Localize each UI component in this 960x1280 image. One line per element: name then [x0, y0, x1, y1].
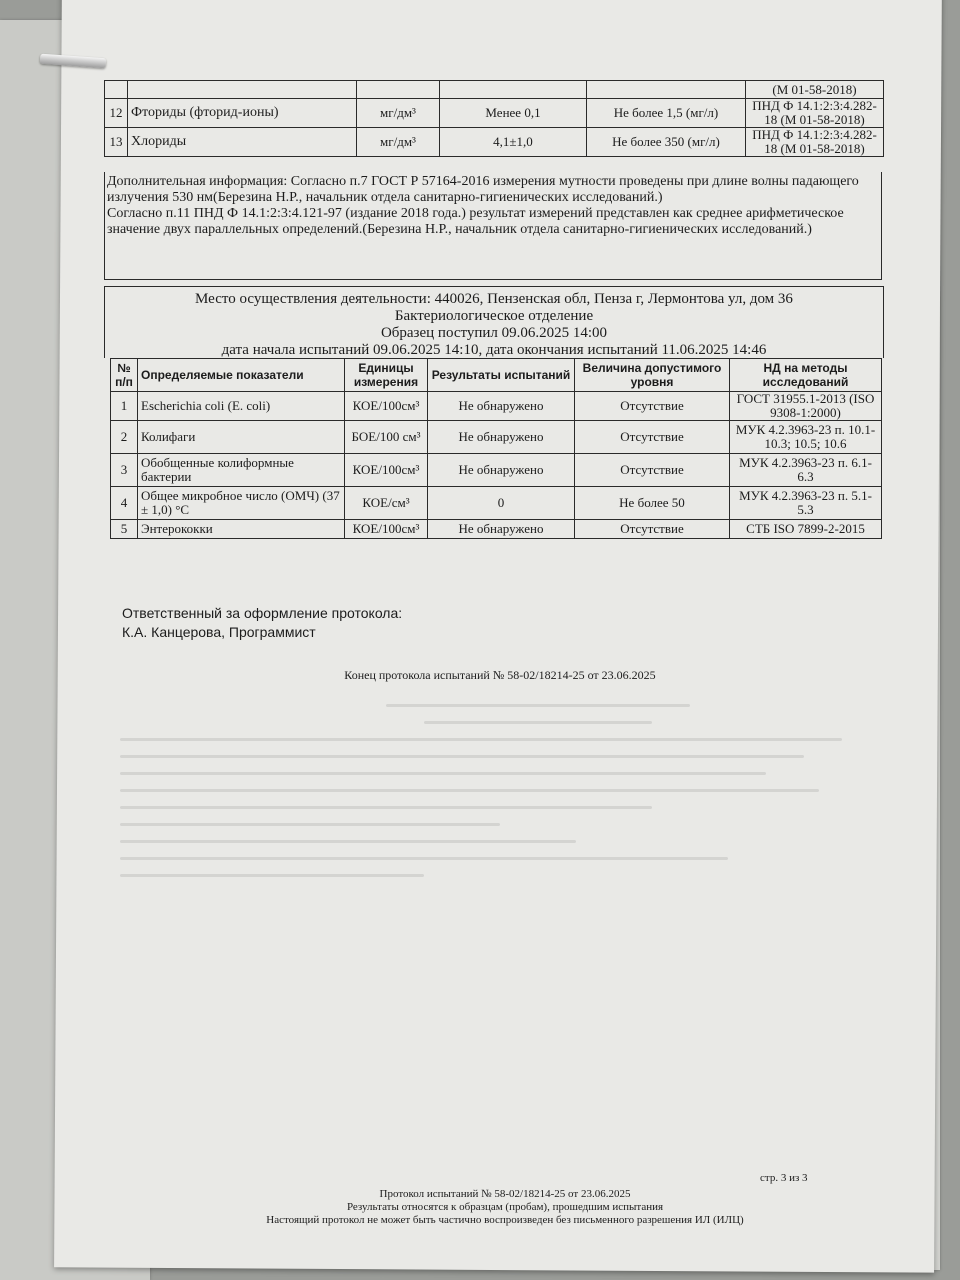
row-method: ПНД Ф 14.1:2:3:4.282-18 (М 01-58-2018)	[746, 99, 884, 128]
table-row	[105, 128, 884, 157]
row-unit: КОЕ/100см³	[345, 392, 428, 421]
row-number: 3	[111, 454, 138, 487]
footer-protocol: Протокол испытаний № 58-02/18214-25 от 23.06.2025	[379, 1188, 631, 1200]
row-number	[105, 81, 128, 99]
row-method: МУК 4.2.3963-23 п. 5.1-5.3	[730, 487, 882, 520]
row-unit: мг/дм³	[357, 128, 440, 157]
sample-received: Образец поступил 09.06.2025 14:00	[380, 325, 608, 341]
row-limit: Не более 1,5 (мг/л)	[587, 99, 746, 128]
row-method: ГОСТ 31955.1-2013 (ISO 9308-1:2000)	[730, 392, 882, 421]
row-number: 4	[111, 487, 138, 520]
bleed-through-text	[120, 690, 880, 990]
row-result: Не обнаружено	[428, 392, 575, 421]
section-header	[104, 286, 884, 358]
row-limit: Не более 50	[575, 487, 730, 520]
responsible-name: К.А. Канцерова, Программист	[122, 624, 316, 640]
row-indicator: Колифаги	[138, 421, 345, 454]
row-indicator	[128, 81, 357, 99]
row-unit	[357, 81, 440, 99]
row-indicator: Обобщенные колиформные бактерии	[138, 454, 345, 487]
table-row	[111, 520, 882, 539]
chemical-results-table	[104, 80, 884, 157]
row-result: Не обнаружено	[428, 520, 575, 539]
header-method: НД на методы исследований	[730, 359, 882, 392]
row-unit: БОЕ/100 см³	[345, 421, 428, 454]
row-result: Не обнаружено	[428, 454, 575, 487]
row-number: 12	[105, 99, 128, 128]
end-of-protocol: Конец протокола испытаний № 58-02/18214-25 от 23.06.2025	[344, 668, 656, 682]
table-row	[111, 421, 882, 454]
additional-info-line2: Согласно п.11 ПНД Ф 14.1:2:3:4.121-97 (издание 2018 года.) результат измерений представлен как среднее арифметическое значение двух параллельных определений.(Березина Н.Р., начальник отдела санитарно-гигиенических исследований.)	[107, 206, 844, 237]
row-unit: КОЕ/100см³	[345, 454, 428, 487]
bacteriological-results-table	[110, 358, 882, 539]
row-result: Не обнаружено	[428, 421, 575, 454]
responsible-label: Ответственный за оформление протокола:	[122, 605, 403, 621]
row-method: МУК 4.2.3963-23 п. 10.1-10.3; 10.5; 10.6	[730, 421, 882, 454]
header-unit: Единицы измерения	[345, 359, 428, 392]
row-number: 2	[111, 421, 138, 454]
department: Бактериологическое отделение	[394, 308, 594, 324]
responsible-block	[122, 604, 402, 642]
page-footer	[0, 1188, 960, 1227]
row-method: (М 01-58-2018)	[746, 81, 884, 99]
header-result: Результаты испытаний	[428, 359, 575, 392]
row-limit: Отсутствие	[575, 520, 730, 539]
place-of-activity: Место осуществления деятельности: 440026, Пензенская обл, Пенза г, Лермонтова ул, дом 36	[195, 291, 793, 307]
row-number: 5	[111, 520, 138, 539]
row-method: ПНД Ф 14.1:2:3:4.282-18 (М 01-58-2018)	[746, 128, 884, 157]
row-method: МУК 4.2.3963-23 п. 6.1-6.3	[730, 454, 882, 487]
additional-info-line1: Дополнительная информация: Согласно п.7 ГОСТ Р 57164-2016 измерения мутности проведены при длине волны падающего излучения 530 нм(Березина Н.Р., начальник отдела санитарно-гигиенических исследований.)	[107, 174, 859, 205]
row-method: СТБ ISO 7899-2-2015	[730, 520, 882, 539]
table-row	[111, 454, 882, 487]
row-indicator: Фториды (фторид-ионы)	[128, 99, 357, 128]
row-unit: мг/дм³	[357, 99, 440, 128]
row-result	[440, 81, 587, 99]
row-result: 4,1±1,0	[440, 128, 587, 157]
header-number: № п/п	[111, 359, 138, 392]
chemical-results-body	[105, 81, 884, 157]
page-number: стр. 3 из 3	[760, 1172, 808, 1184]
row-result: 0	[428, 487, 575, 520]
row-indicator: Энтерококки	[138, 520, 345, 539]
row-limit	[587, 81, 746, 99]
row-result: Менее 0,1	[440, 99, 587, 128]
bacteriological-results-body	[111, 392, 882, 539]
row-indicator: Общее микробное число (ОМЧ) (37 ± 1,0) °С	[138, 487, 345, 520]
row-unit: КОЕ/100см³	[345, 520, 428, 539]
row-indicator: Escherichia coli (E. coli)	[138, 392, 345, 421]
table-row	[111, 392, 882, 421]
footer-copy-notice: Настоящий протокол не может быть частично воспроизведен без письменного разрешения ИЛ (ИЛЦ)	[266, 1214, 744, 1226]
row-limit: Отсутствие	[575, 392, 730, 421]
row-unit: КОЕ/см³	[345, 487, 428, 520]
footer-results: Результаты относятся к образцам (пробам), прошедшим испытания	[346, 1201, 664, 1213]
row-number: 1	[111, 392, 138, 421]
row-limit: Отсутствие	[575, 454, 730, 487]
test-dates: дата начала испытаний 09.06.2025 14:10, дата окончания испытаний 11.06.2025 14:46	[221, 342, 767, 358]
table-header-row	[111, 359, 882, 392]
table-row	[105, 81, 884, 99]
header-limit: Величина допустимого уровня	[575, 359, 730, 392]
row-number: 13	[105, 128, 128, 157]
row-indicator: Хлориды	[128, 128, 357, 157]
row-limit: Отсутствие	[575, 421, 730, 454]
table-row	[105, 99, 884, 128]
table-row	[111, 487, 882, 520]
header-indicator: Определяемые показатели	[138, 359, 345, 392]
additional-info	[104, 172, 882, 280]
row-limit: Не более 350 (мг/л)	[587, 128, 746, 157]
